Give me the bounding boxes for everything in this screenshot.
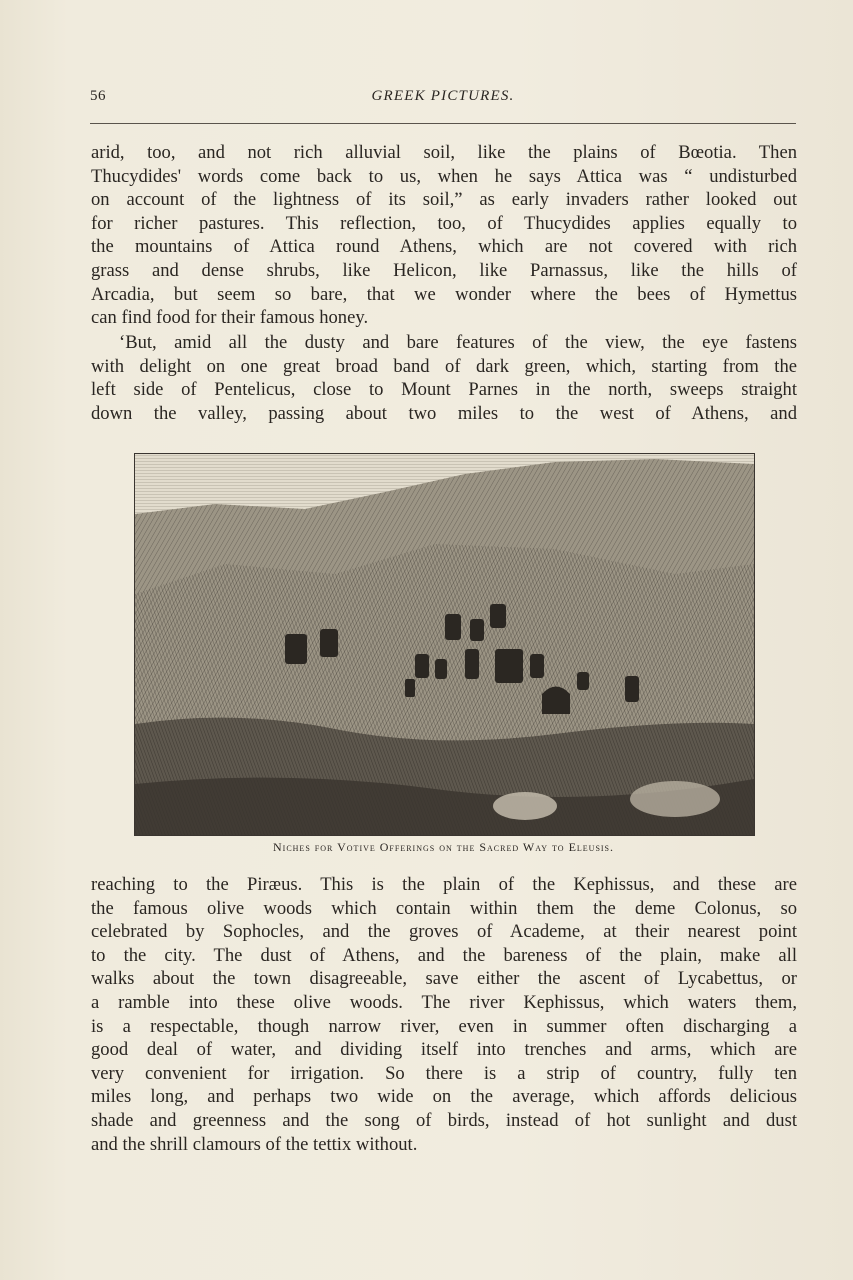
text-line: very convenient for irrigation. So there is a strip of country, fully ten	[91, 1062, 797, 1084]
engraving-illustration	[134, 453, 755, 836]
text-line: down the valley, passing about two miles to the west of Athens, and	[91, 402, 797, 424]
text-line: on account of the lightness of its soil,” as early invaders rather looked out	[91, 189, 797, 211]
paragraph-2	[91, 331, 797, 425]
text-line: good deal of water, and dividing itself into trenches and arms, which are	[91, 1039, 797, 1061]
text-line: a ramble into these olive woods. The river Kephissus, which waters them,	[91, 991, 797, 1013]
text-line: miles long, and perhaps two wide on the average, which affords delicious	[91, 1086, 797, 1108]
text-line: celebrated by Sophocles, and the groves of Academe, at their nearest point	[91, 921, 797, 943]
text-line: the mountains of Attica round Athens, which are not covered with rich	[91, 236, 797, 258]
running-head: GREEK PICTURES.	[371, 88, 515, 104]
text-line: Arcadia, but seem so bare, that we wonder where the bees of Hymettus	[91, 283, 797, 305]
text-line: is a respectable, though narrow river, even in summer often discharging a	[91, 1015, 797, 1037]
text-line: for richer pastures. This reflection, too, of Thucydides applies equally to	[91, 212, 797, 234]
text-line: grass and dense shrubs, like Helicon, like Parnassus, like the hills of	[91, 259, 797, 281]
text-line: Thucydides' words come back to us, when he says Attica was “ undisturbed	[91, 165, 797, 187]
figure-caption: Niches for Votive Offerings on the Sacred Way to Eleusis.	[272, 840, 615, 854]
paragraph-3	[91, 873, 797, 1156]
text-line: to the city. The dust of Athens, and the bareness of the plain, make all	[91, 944, 797, 966]
page-number: 56	[90, 88, 106, 104]
text-line: reaching to the Piræus. This is the plain of the Kephissus, and these are	[91, 874, 797, 895]
page-header	[90, 88, 796, 114]
text-line: can find food for their famous honey.	[91, 307, 369, 329]
text-line: walks about the town disagreeable, save either the ascent of Lycabettus, or	[91, 968, 797, 990]
text-line: arid, too, and not rich alluvial soil, like the plains of Bœotia. Then	[91, 142, 797, 163]
text-line: with delight on one great broad band of dark green, which, starting from the	[91, 355, 797, 377]
text-line: the famous olive woods which contain within them the deme Colonus, so	[91, 897, 797, 919]
text-line: left side of Pentelicus, close to Mount Parnes in the north, sweeps straight	[91, 379, 797, 401]
text-line: ‘But, amid all the dusty and bare features of the view, the eye fastens	[119, 332, 797, 353]
text-line: shade and greenness and the song of birds, instead of hot sunlight and dust	[91, 1109, 797, 1131]
header-rule	[90, 123, 796, 124]
text-line: and the shrill clamours of the tettix without.	[91, 1133, 418, 1155]
paragraph-1	[91, 141, 797, 330]
